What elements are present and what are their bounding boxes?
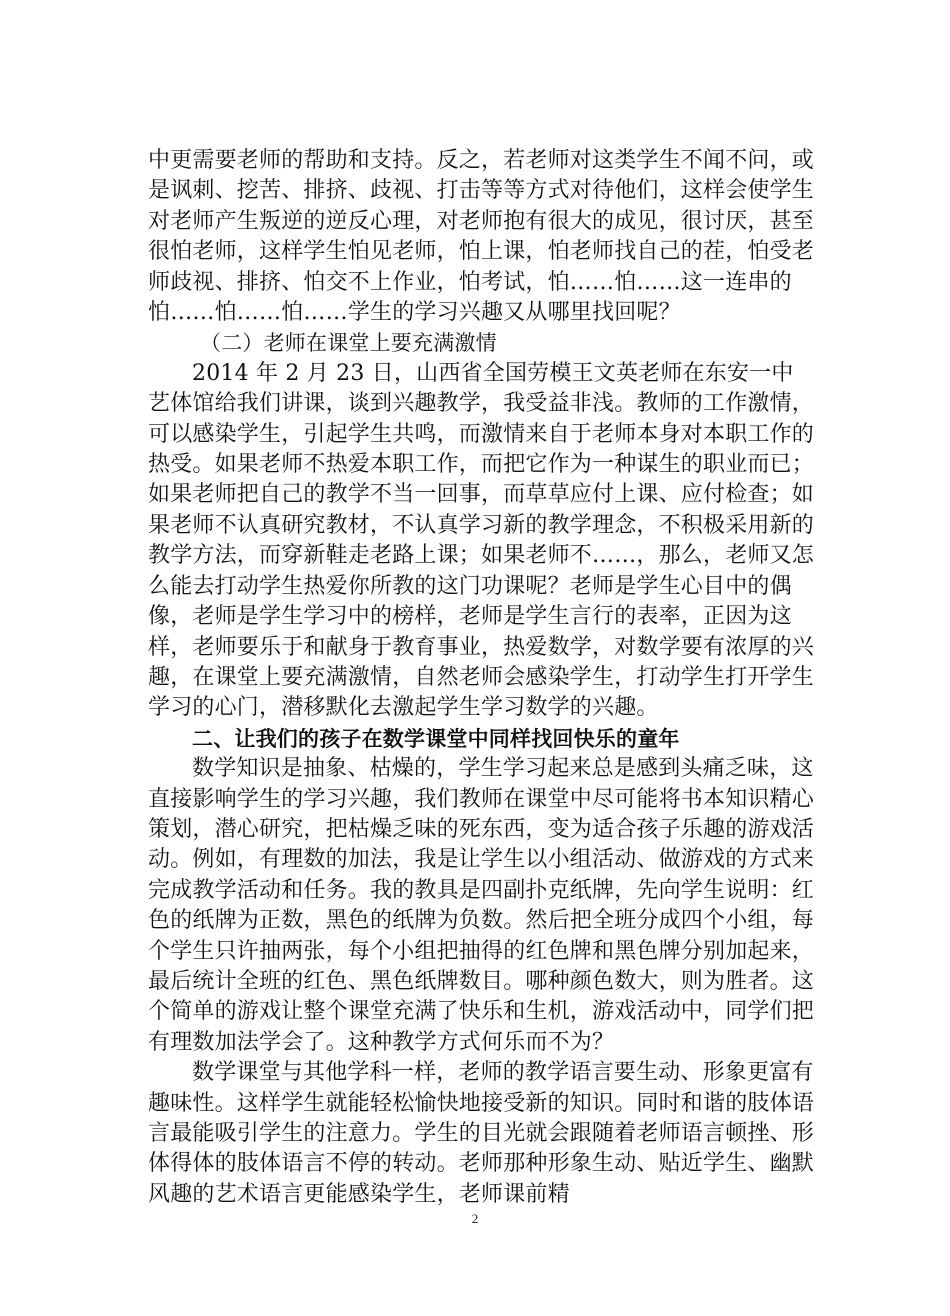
body-text xyxy=(148,146,814,1210)
paragraph-game-activity: 数学知识是抽象、枯燥的，学生学习起来总是感到头痛乏味，这直接影响学生的学习兴趣，我们教师在课堂中尽可能将书本知识精心策划，潜心研究，把枯燥乏味的死东西，变为适合孩子乐趣的游戏活动。例如，有理数的加法，我是让学生以小组活动、做游戏的方式来完成教学活动和任务。我的教具是四副扑克纸牌，先向学生说明：红色的纸牌为正数，黑色的纸牌为负数。然后把全班分成四个小组，每个学生只许抽两张，每个小组把抽得的红色牌和黑色牌分别加起来，最后统计全班的红色、黑色纸牌数目。哪种颜色数大，则为胜者。这个简单的游戏让整个课堂充满了快乐和生机，游戏活动中，同学们把有理数加法学会了。这种教学方式何乐而不为？ xyxy=(148,756,815,1055)
paragraph-teaching-language: 数学课堂与其他学科一样，老师的教学语言要生动、形象更富有趣味性。这样学生就能轻松愉快地接受新的知识。同时和谐的肢体语言最能吸引学生的注意力。学生的目光就会跟随着老师语言顿挫、形体得体的肢体语言不停的转动。老师那种形象生动、贴近学生、幽默风趣的艺术语言更能感染学生，老师课前精 xyxy=(148,1060,815,1207)
paragraph-teacher-passion: 2014 年 2 月 23 日，山西省全国劳模王文英老师在东安一中艺体馆给我们讲课，谈到兴趣教学，我受益非浅。教师的工作激情，可以感染学生，引起学生共鸣，而激情来自于老师本身对本职工作的热受。如果老师不热爱本职工作，而把它作为一种谋生的职业而已；如果老师把自己的教学不当一回事，而草草应付上课、应付检查；如果老师不认真研究教材，不认真学习新的教学理念，不积极采用新的教学方法，而穿新鞋走老路上课；如果老师不……，那么，老师又怎么能去打动学生热爱你所教的这门功课呢？老师是学生心目中的偶像，老师是学生学习中的榜样，老师是学生言行的表率，正因为这样，老师要乐于和献身于教育事业，热爱数学，对数学要有浓厚的兴趣，在课堂上要充满激情，自然老师会感染学生，打动学生打开学生学习的心门，潜移默化去激起学生学习数学的兴趣。 xyxy=(148,360,815,721)
page-number: 2 xyxy=(471,1211,479,1226)
subsection-heading: （二）老师在课堂上要充满激情 xyxy=(200,331,497,356)
paragraph-continuation: 中更需要老师的帮助和支持。反之，若老师对这类学生不闻不问，或是讽刺、挖苦、排挤、歧视、打击等等方式对待他们，这样会使学生对老师产生叛逆的逆反心理，对老师抱有很大的成见，很讨厌，甚至很怕老师，这样学生怕见老师，怕上课，怕老师找自己的茬，怕受老师歧视、排挤、怕交不上作业，怕考试，怕……怕……这一连串的怕……怕……怕……学生的学习兴趣又从哪里找回呢？ xyxy=(148,148,815,326)
section-heading: 二、让我们的孩子在数学课堂中同样找回快乐的童年 xyxy=(192,726,680,751)
